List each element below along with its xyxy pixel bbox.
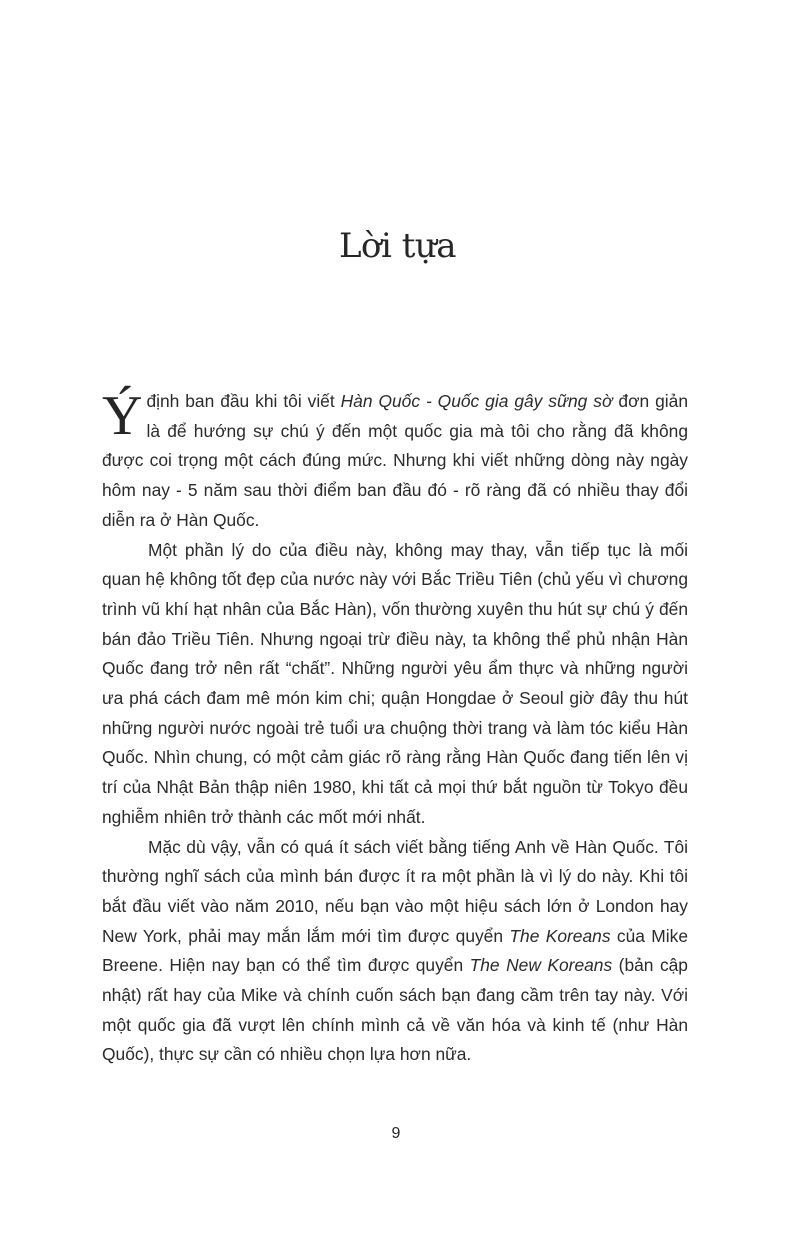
- page-number: 9: [391, 1125, 401, 1142]
- paragraph-1: [102, 387, 688, 536]
- paragraph-3-text-c: (bản cập nhật) rất hay của Mike và chính cuốn sách bạn đang cầm trên tay này. Với một quốc gia đã vượt lên chính mình cả về văn hóa và kinh tế (như Hàn Quốc), thực sự cần có nhiều chọn lựa hơn nữa.: [102, 955, 688, 1065]
- chapter-title: Lời tựa: [338, 226, 457, 266]
- book-title-the-koreans: The Koreans: [509, 925, 611, 946]
- paragraph-2: Một phần lý do của điều này, không may thay, vẫn tiếp tục là mối quan hệ không tốt đẹp của nước này với Bắc Triều Tiên (chủ yếu vì chương trình vũ khí hạt nhân của Bắc Hàn), vốn thường xuyên thu hút sự chú ý đến bán đảo Triều Tiên. Nhưng ngoại trừ điều này, ta không thể phủ nhận Hàn Quốc đang trở nên rất “chất”. Những người yêu ẩm thực và những người ưa phá cách đam mê món kim chi; quận Hongdae ở Seoul giờ đây thu hút những người nước ngoài trẻ tuổi ưa chuộng thời trang và làm tóc kiểu Hàn Quốc. Nhìn chung, có một cảm giác rõ ràng rằng Hàn Quốc đang tiến lên vị trí của Nhật Bản thập niên 1980, khi tất cả mọi thứ bắt nguồn từ Tokyo đều nghiễm nhiên trở thành các mốt mới nhất.: [102, 539, 688, 827]
- book-title-the-new-koreans: The New Koreans: [469, 955, 613, 976]
- paragraph-3-text-b: của Mike Breene. Hiện nay bạn có thể tìm được quyển: [102, 925, 689, 976]
- drop-cap: Ý: [102, 385, 143, 447]
- body-text: [102, 387, 688, 1070]
- paragraph-3: [102, 833, 688, 1071]
- paragraph-3-text-a: Mặc dù vậy, vẫn có quá ít sách viết bằng tiếng Anh về Hàn Quốc. Tôi thường nghĩ sách của mình bán được ít ra một phần là vì lý do này. Khi tôi bắt đầu viết vào năm 2010, nếu bạn vào một hiệu sách lớn ở London hay New York, phải may mắn lắm mới tìm được quyển: [102, 836, 688, 946]
- paragraph-1-text-a: định ban đầu khi tôi viết: [146, 391, 341, 411]
- paragraph-1-text-b: đơn giản là để hướng sự chú ý đến một quốc gia mà tôi cho rằng đã không được coi trọng một cách đúng mức. Nhưng khi viết những dòng này ngày hôm nay - 5 năm sau thời điểm ban đầu đó - rõ ràng đã có nhiều thay đổi diễn ra ở Hàn Quốc.: [102, 391, 688, 530]
- book-title-italic: Hàn Quốc - Quốc gia gây sững sờ: [340, 391, 613, 411]
